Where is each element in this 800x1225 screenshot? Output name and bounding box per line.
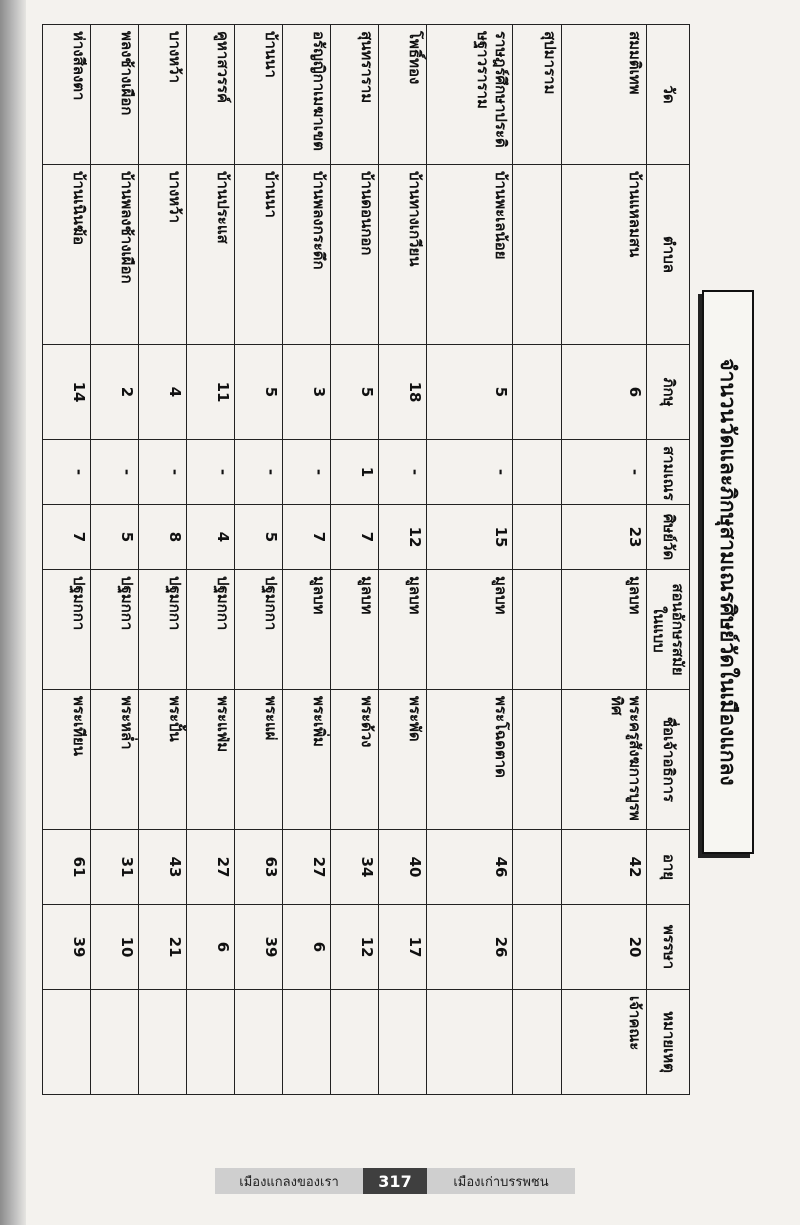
cell-note [91,990,139,1095]
cell-note [331,990,379,1095]
cell-novices: - [91,440,139,505]
col-header: อายุ [647,830,690,905]
cell-wat: ราษฎร์ศึกษาประดิษฐาวราราม [427,25,513,165]
table-row [331,25,379,1095]
cell-disciples: 12 [379,505,427,570]
col-header: สอนอักษรสมัยในแบบ [647,570,690,690]
cell-abbot: พระโฉดตาด [427,690,513,830]
cell-teaching: ปฐมกกา [43,570,91,690]
cell-abbot: พระหล่ำ [91,690,139,830]
cell-novices: - [379,440,427,505]
cell-teaching: มูลบท [283,570,331,690]
cell-vassa: 39 [235,905,283,990]
cell-monks: 5 [331,345,379,440]
cell-monks: 5 [235,345,283,440]
cell-age [513,830,561,905]
cell-disciples: 15 [427,505,513,570]
cell-vassa: 39 [43,905,91,990]
cell-vassa: 20 [561,905,647,990]
col-header: วัด [647,25,690,165]
cell-note [187,990,235,1095]
table-row [283,25,331,1095]
cell-vassa [513,905,561,990]
temple-table [42,24,690,1095]
cell-novices: 1 [331,440,379,505]
cell-novices [513,440,561,505]
cell-teaching: มูลบท [379,570,427,690]
cell-disciples: 8 [139,505,187,570]
cell-abbot: พระครูสังฆการบูรพทิศ [561,690,647,830]
table-row [43,25,91,1095]
cell-abbot: พระพัด [379,690,427,830]
rotated-table-page [30,12,760,1097]
cell-teaching: ปฐมกกา [187,570,235,690]
cell-tambon: บ้านทางเกวียน [379,165,427,345]
cell-monks: 2 [91,345,139,440]
cell-abbot: พระปั้น [139,690,187,830]
cell-monks: 5 [427,345,513,440]
cell-age: 31 [91,830,139,905]
cell-monks: 6 [561,345,647,440]
cell-vassa: 6 [187,905,235,990]
cell-wat: สุนทราราม [331,25,379,165]
cell-tambon: บางหว้า [139,165,187,345]
col-header: พรรษา [647,905,690,990]
col-header: สามเณร [647,440,690,505]
cell-note [139,990,187,1095]
cell-monks: 18 [379,345,427,440]
cell-age: 27 [283,830,331,905]
cell-wat: โพธิ์ทอง [379,25,427,165]
cell-tambon [513,165,561,345]
cell-abbot [513,690,561,830]
table-row [91,25,139,1095]
cell-vassa: 12 [331,905,379,990]
table-row [235,25,283,1095]
page-title: จำนวนวัดและภิกษุสามเณรศิษย์วัดในเมืองแกลง [702,290,754,854]
cell-teaching: มูลบท [427,570,513,690]
cell-wat: บ้านนา [235,25,283,165]
table-row [427,25,513,1095]
col-header: ชื่อเจ้าอธิการ [647,690,690,830]
cell-monks: 14 [43,345,91,440]
cell-novices: - [139,440,187,505]
cell-disciples: 4 [187,505,235,570]
cell-age: 46 [427,830,513,905]
cell-vassa: 10 [91,905,139,990]
cell-vassa: 21 [139,905,187,990]
book-gutter-shadow [0,0,26,1225]
cell-tambon: บ้านแหลมสน [561,165,647,345]
cell-note [427,990,513,1095]
cell-abbot: พระแผ่ [235,690,283,830]
cell-note [43,990,91,1095]
cell-age: 42 [561,830,647,905]
col-header: ภิกษุ [647,345,690,440]
cell-monks: 11 [187,345,235,440]
cell-monks: 3 [283,345,331,440]
cell-wat: คูหาสวรรค์ [187,25,235,165]
cell-monks [513,345,561,440]
cell-tambon: บ้านพลงกระดึก [283,165,331,345]
cell-tambon: บ้านดอนกอก [331,165,379,345]
cell-note [283,990,331,1095]
cell-novices: - [427,440,513,505]
cell-teaching: มูลบท [561,570,647,690]
cell-note [379,990,427,1095]
cell-age: 43 [139,830,187,905]
cell-age: 40 [379,830,427,905]
cell-novices: - [283,440,331,505]
cell-age: 61 [43,830,91,905]
cell-abbot: พระเทียน [43,690,91,830]
cell-note: เจ้าคณะ [561,990,647,1095]
cell-wat: พลงช้างเผือก [91,25,139,165]
page-number: 317 [363,1168,427,1194]
cell-vassa: 17 [379,905,427,990]
cell-teaching [513,570,561,690]
cell-novices: - [235,440,283,505]
cell-teaching: มูลบท [331,570,379,690]
cell-vassa: 6 [283,905,331,990]
cell-tambon: บ้านนา [235,165,283,345]
cell-disciples: 7 [331,505,379,570]
cell-wat: สมมติเทพ [561,25,647,165]
col-header: ศิษย์วัด [647,505,690,570]
table-row [187,25,235,1095]
cell-abbot: พระด้วง [331,690,379,830]
footer-book-title: เมืองแกลงของเรา [215,1168,363,1194]
cell-novices: - [561,440,647,505]
cell-teaching: ปฐมกกา [235,570,283,690]
cell-age: 34 [331,830,379,905]
cell-age: 27 [187,830,235,905]
cell-abbot: พระเพิ่ม [283,690,331,830]
cell-teaching: ปฐมกกา [91,570,139,690]
table-row [139,25,187,1095]
table-row [561,25,647,1095]
cell-disciples: 7 [283,505,331,570]
cell-tambon: บ้านพลงช้างเผือก [91,165,139,345]
cell-disciples: 5 [91,505,139,570]
cell-novices: - [43,440,91,505]
table-row [513,25,561,1095]
cell-wat: บางหว้า [139,25,187,165]
cell-disciples [513,505,561,570]
table-row [379,25,427,1095]
cell-vassa: 26 [427,905,513,990]
cell-abbot: พระแฟ่ม [187,690,235,830]
cell-tambon: บ้านประแส [187,165,235,345]
cell-tambon: บ้านเนินฆ้อ [43,165,91,345]
cell-wat: อรัญญิกาเมฆาเขต [283,25,331,165]
cell-wat: ห่างสีลงตา [43,25,91,165]
cell-novices: - [187,440,235,505]
cell-note [235,990,283,1095]
cell-teaching: ปฐมกกา [139,570,187,690]
cell-disciples: 23 [561,505,647,570]
cell-wat: สุปมาราม [513,25,561,165]
cell-age: 63 [235,830,283,905]
footer-section-title: เมืองเก่าบรรพชน [427,1168,575,1194]
col-header: ตำบล [647,165,690,345]
cell-disciples: 5 [235,505,283,570]
cell-disciples: 7 [43,505,91,570]
cell-monks: 4 [139,345,187,440]
col-header: หมายเหตุ [647,990,690,1095]
header-row [647,25,690,1095]
page-footer [215,1168,575,1194]
cell-tambon: บ้านพะเลน้อย [427,165,513,345]
cell-note [513,990,561,1095]
